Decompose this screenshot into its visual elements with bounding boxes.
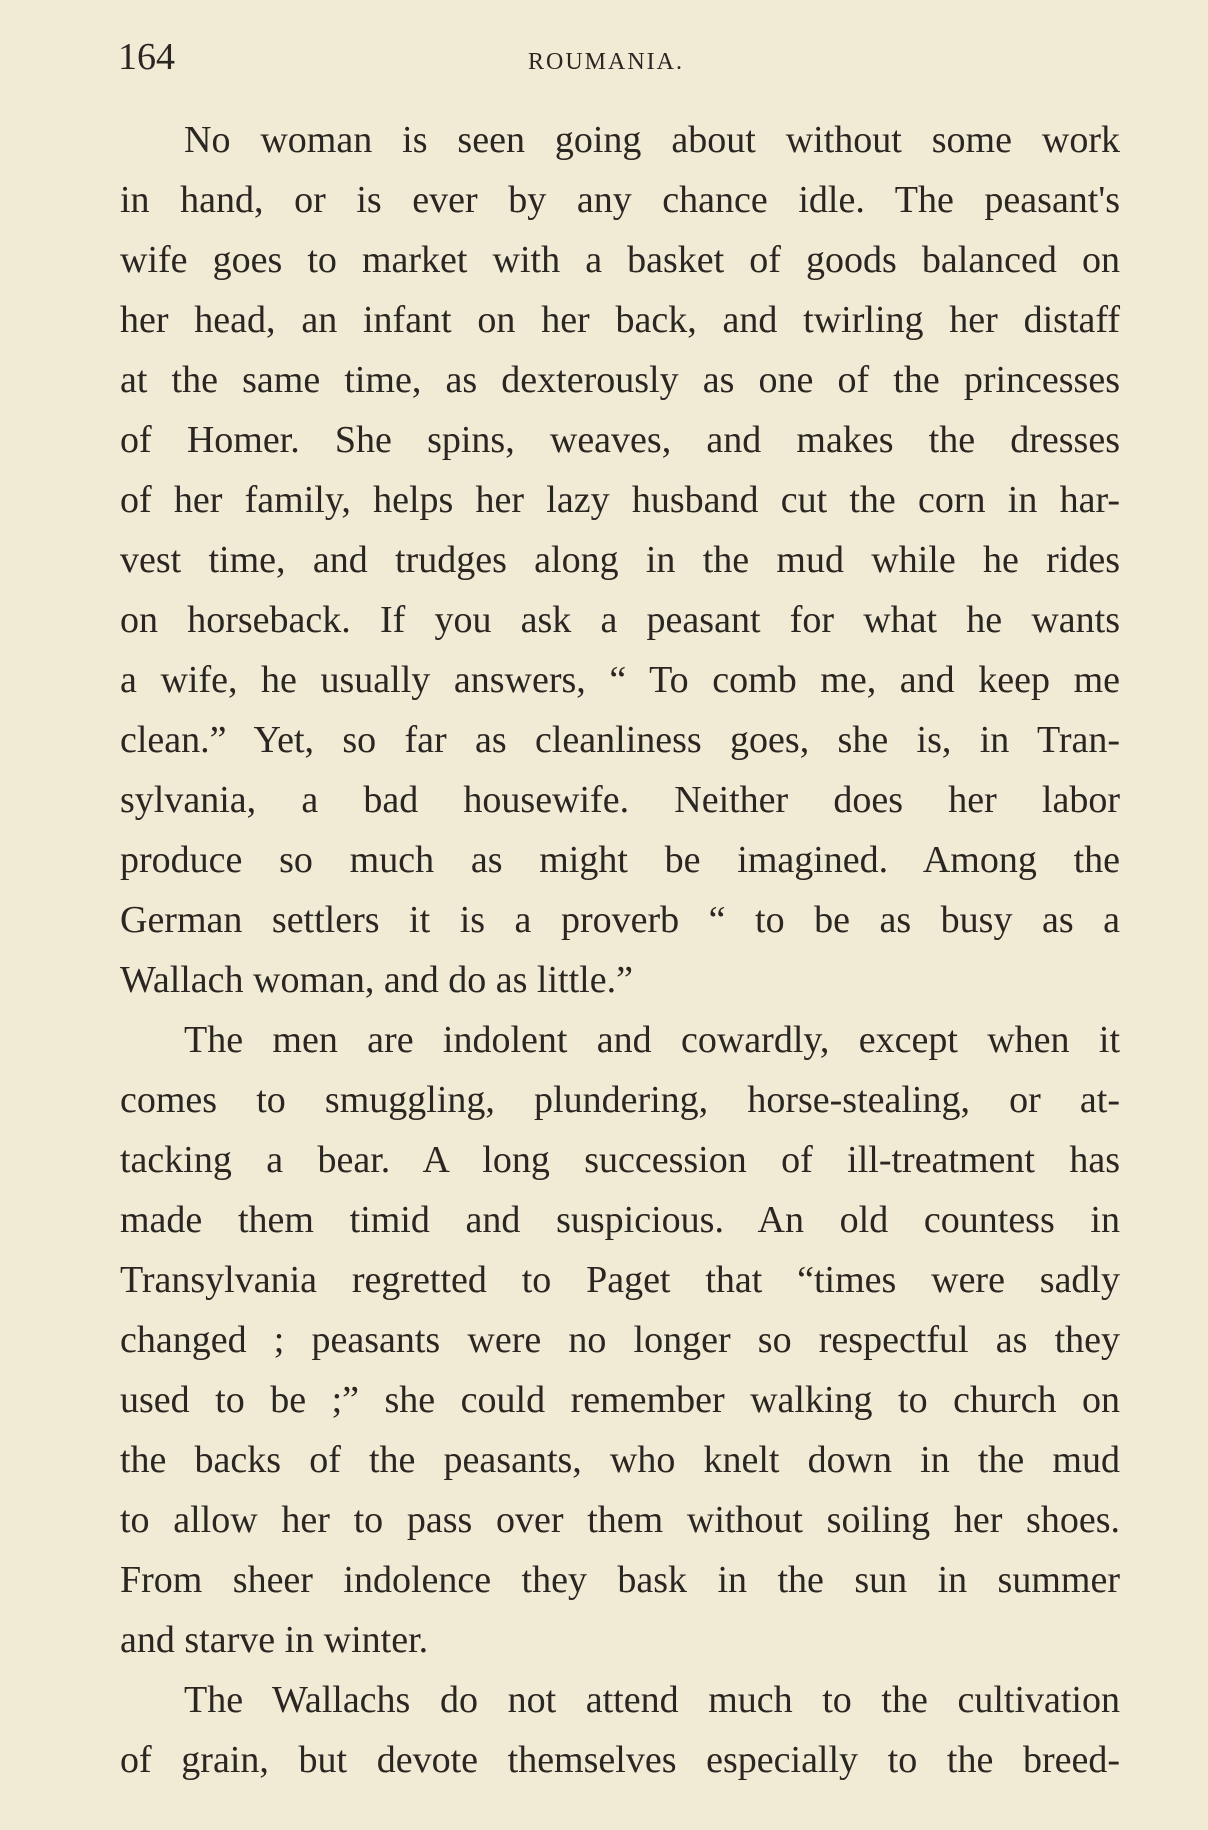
text-line: the backs of the peasants, who knelt down in the mud bbox=[120, 1439, 1120, 1481]
text-line: on horseback. If you ask a peasant for what he wants bbox=[120, 599, 1120, 641]
text-line: of her family, helps her lazy husband cut the corn in har- bbox=[120, 479, 1120, 521]
text-line: to allow her to pass over them without soiling her shoes. bbox=[120, 1499, 1120, 1541]
running-head: ROUMANIA. bbox=[528, 49, 684, 75]
text-line: used to be ;” she could remember walking to church on bbox=[120, 1379, 1120, 1421]
text-line: The Wallachs do not attend much to the cultivation bbox=[184, 1679, 1120, 1721]
text-line: made them timid and suspicious. An old countess in bbox=[120, 1199, 1120, 1241]
text-line: of grain, but devote themselves especially to the breed- bbox=[120, 1739, 1120, 1781]
text-line: her head, an infant on her back, and twirling her distaff bbox=[120, 299, 1120, 341]
page-number: 164 bbox=[118, 36, 175, 78]
paragraph bbox=[120, 1010, 1120, 1670]
text-line: German settlers it is a proverb “ to be as busy as a bbox=[120, 899, 1120, 941]
text-line: a wife, he usually answers, “ To comb me, and keep me bbox=[120, 659, 1120, 701]
text-line: No woman is seen going about without some work bbox=[184, 119, 1120, 161]
page-header bbox=[118, 30, 1128, 84]
text-line: Transylvania regretted to Paget that “times were sadly bbox=[120, 1259, 1120, 1301]
text-line: in hand, or is ever by any chance idle. The peasant's bbox=[120, 179, 1120, 221]
text-line: Wallach woman, and do as little.” bbox=[120, 959, 633, 1001]
text-line: The men are indolent and cowardly, except when it bbox=[184, 1019, 1120, 1061]
text-line: vest time, and trudges along in the mud while he rides bbox=[120, 539, 1120, 581]
text-line: From sheer indolence they bask in the sun in summer bbox=[120, 1559, 1120, 1601]
body-text bbox=[120, 110, 1120, 1790]
paragraph bbox=[120, 1670, 1120, 1790]
text-line: sylvania, a bad housewife. Neither does her labor bbox=[120, 779, 1120, 821]
text-line: at the same time, as dexterously as one of the princesses bbox=[120, 359, 1120, 401]
paragraph bbox=[120, 110, 1120, 1010]
text-line: produce so much as might be imagined. Among the bbox=[120, 839, 1120, 881]
text-line: tacking a bear. A long succession of ill-treatment has bbox=[120, 1139, 1120, 1181]
text-line: wife goes to market with a basket of goods balanced on bbox=[120, 239, 1120, 281]
text-line: of Homer. She spins, weaves, and makes the dresses bbox=[120, 419, 1120, 461]
text-line: changed ; peasants were no longer so respectful as they bbox=[120, 1319, 1120, 1361]
text-line: and starve in winter. bbox=[120, 1619, 429, 1661]
text-line: comes to smuggling, plundering, horse-stealing, or at- bbox=[120, 1079, 1120, 1121]
text-line: clean.” Yet, so far as cleanliness goes, she is, in Tran- bbox=[120, 719, 1120, 761]
